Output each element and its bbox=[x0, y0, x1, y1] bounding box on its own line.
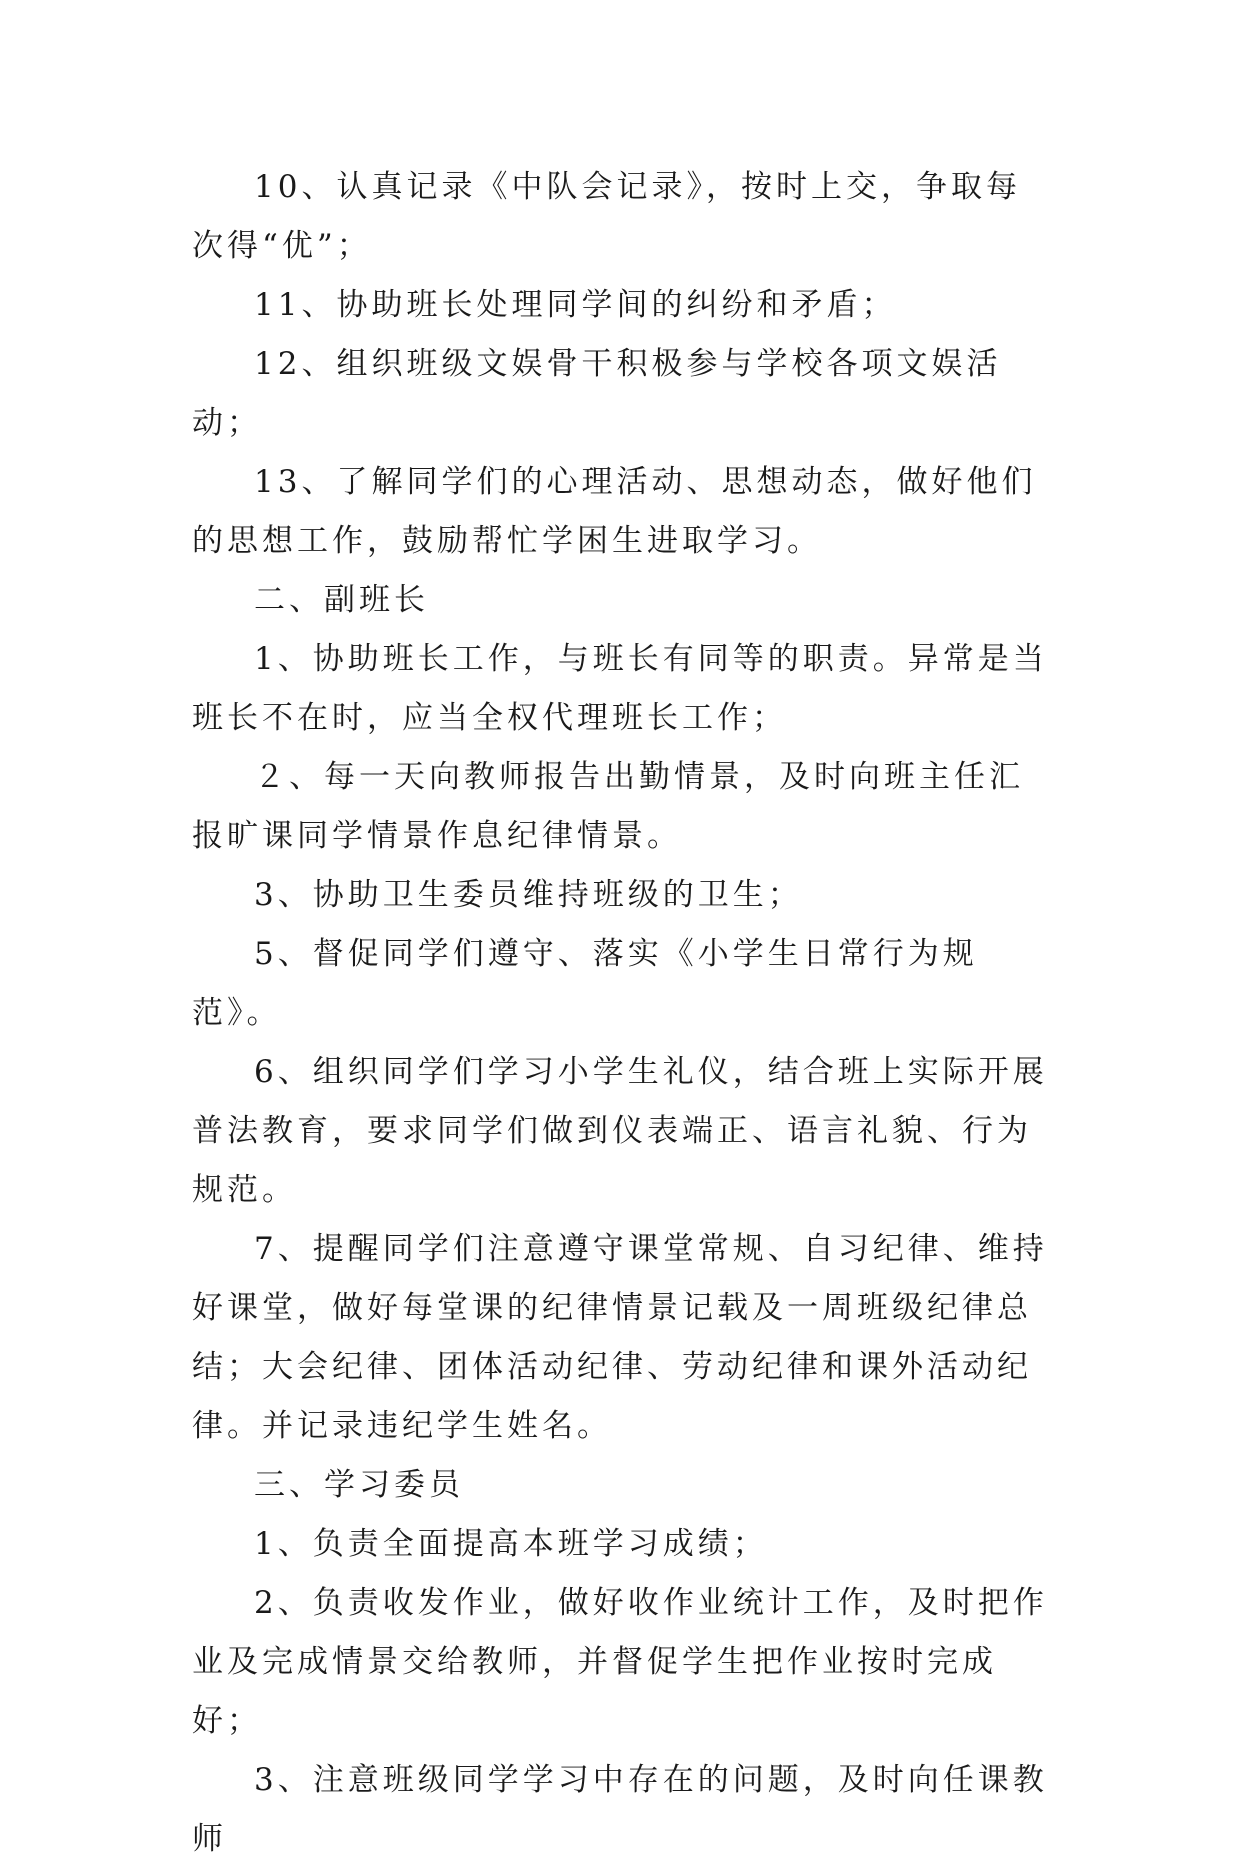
document-body bbox=[192, 158, 1052, 1869]
paragraph-item-11: 11、协助班长处理同学间的纠纷和矛盾； bbox=[254, 287, 897, 323]
paragraph-item-12: 12、组织班级文娱骨干积极参与学校各项文娱活动； bbox=[192, 346, 1002, 441]
paragraph-study-2: 2、负责收发作业，做好收作业统计工作，及时把作业及完成情景交给教师，并督促学生把作业按时完成好； bbox=[192, 1585, 1048, 1739]
paragraph-vice-5: 5、督促同学们遵守、落实《小学生日常行为规范》。 bbox=[192, 936, 978, 1031]
paragraph-item-10: 10、认真记录《中队会记录》，按时上交，争取每次得“优”； bbox=[192, 169, 1021, 264]
paragraph-vice-6: 6、组织同学们学习小学生礼仪，结合班上实际开展普法教育，要求同学们做到仪表端正、语言礼貌、行为规范。 bbox=[192, 1054, 1048, 1208]
paragraph-vice-7: 7、提醒同学们注意遵守课堂常规、自习纪律、维持好课堂，做好每堂课的纪律情景记载及一周班级纪律总结；大会纪律、团体活动纪律、劳动纪律和课外活动纪律。并记录违纪学生姓名。 bbox=[192, 1231, 1048, 1444]
paragraph-vice-1: 1、协助班长工作，与班长有同等的职责。异常是当班长不在时，应当全权代理班长工作； bbox=[192, 641, 1048, 736]
section-heading-study-committee: 三、学习委员 bbox=[254, 1467, 464, 1503]
paragraph-vice-2: ２、每一天向教师报告出勤情景，及时向班主任汇报旷课同学情景作息纪律情景。 bbox=[192, 759, 1024, 854]
paragraph-study-1: 1、负责全面提高本班学习成绩； bbox=[254, 1526, 768, 1562]
paragraph-study-3: 3、注意班级同学学习中存在的问题，及时向任课教师 bbox=[192, 1762, 1048, 1857]
paragraph-vice-3: 3、协助卫生委员维持班级的卫生； bbox=[254, 877, 803, 913]
paragraph-item-13: 13、了解同学们的心理活动、思想动态，做好他们的思想工作，鼓励帮忙学困生进取学习。 bbox=[192, 464, 1037, 559]
section-heading-vice-monitor: 二、副班长 bbox=[254, 582, 429, 618]
